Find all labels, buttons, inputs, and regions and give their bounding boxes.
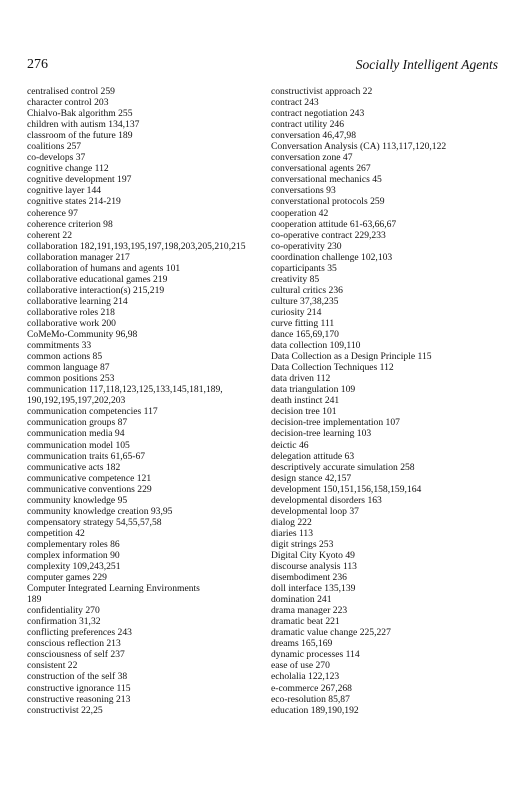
index-entry: collaboration 182,191,193,195,197,198,203,205,210,215 [27, 240, 246, 252]
index-entry: complex information 90 [27, 549, 120, 561]
index-entry: common language 87 [27, 362, 110, 374]
index-entry: Chialvo-Bak algorithm 255 [27, 108, 133, 120]
index-entry: delegation attitude 63 [271, 450, 355, 462]
index-entry: dramatic beat 221 [271, 616, 340, 628]
index-entry: conversational mechanics 45 [271, 174, 382, 186]
index-entry: curve fitting 111 [271, 317, 335, 329]
index-entry: construction of the self 38 [27, 671, 128, 683]
index-entry: cultural critics 236 [271, 284, 343, 296]
index-entry: community knowledge creation 93,95 [27, 505, 173, 517]
index-entry: communicative competence 121 [27, 472, 152, 484]
index-entry: drama manager 223 [271, 605, 348, 617]
index-entry: competition 42 [27, 527, 85, 539]
index-entry: common actions 85 [27, 351, 103, 363]
index-entry: constructivist 22,25 [27, 704, 103, 716]
running-title: Socially Intelligent Agents [355, 57, 498, 72]
index-entry: digit strings 253 [271, 538, 334, 550]
index-entry: cognitive change 112 [27, 163, 109, 175]
index-entry: coalitions 257 [27, 141, 82, 153]
index-entry: contract 243 [271, 97, 319, 109]
index-entry: Digital City Kyoto 49 [271, 549, 355, 561]
index-entry: collaborative educational games 219 [27, 273, 168, 285]
index-entry: coherence criterion 98 [27, 218, 113, 230]
index-entry: data triangulation 109 [271, 384, 356, 396]
index-entry: Data Collection as a Design Principle 115 [271, 351, 432, 363]
index-entry: collaborative interaction(s) 215,219 [27, 284, 165, 296]
index-entry: classroom of the future 189 [27, 130, 133, 142]
page-number: 276 [27, 57, 48, 72]
index-entry: death instinct 241 [271, 395, 340, 407]
index-entry: education 189,190,192 [271, 704, 359, 716]
index-entry: collaborative learning 214 [27, 295, 128, 307]
index-entry: data collection 109,110 [271, 340, 361, 352]
index-entry: communication media 94 [27, 428, 125, 440]
index-entry: data driven 112 [271, 373, 331, 385]
index-entry: communication model 105 [27, 439, 130, 451]
index-entry: collaboration of humans and agents 101 [27, 262, 181, 274]
index-entry: co-operative contract 229,233 [271, 229, 386, 241]
index-entry: Data Collection Techniques 112 [271, 362, 394, 374]
index-entry: conversation zone 47 [271, 152, 353, 164]
index-entry: conscious reflection 213 [27, 638, 121, 650]
index-entry: domination 241 [271, 594, 332, 606]
index-entry: community knowledge 95 [27, 494, 128, 506]
index-entry: communicative acts 182 [27, 461, 121, 473]
index-entry: cognitive layer 144 [27, 185, 102, 197]
index-entry: collaborative work 200 [27, 317, 116, 329]
index-entry: contract utility 246 [271, 119, 345, 131]
index-entry: collaboration manager 217 [27, 251, 130, 263]
index-entry: centralised control 259 [27, 86, 115, 97]
index-entry: constructive reasoning 213 [27, 693, 131, 705]
index-entry: cooperation 42 [271, 207, 329, 219]
index-entry: culture 37,38,235 [271, 295, 339, 307]
index-column-right [271, 86, 501, 716]
index-entry: curiosity 214 [271, 306, 322, 318]
index-entry: discourse analysis 113 [271, 561, 357, 573]
index-entry: confidentiality 270 [27, 605, 100, 617]
index-entry: coherent 22 [27, 229, 73, 241]
index-entry: diaries 113 [271, 527, 314, 539]
index-entry: converstational protocols 259 [271, 196, 385, 208]
index-entry: decision-tree learning 103 [271, 428, 372, 440]
index-entry: dialog 222 [271, 516, 312, 528]
index-entry: co-operativity 230 [271, 240, 342, 252]
index-entry: communicative conventions 229 [27, 483, 152, 495]
index-entry: decision-tree implementation 107 [271, 417, 400, 429]
index-entry: 190,192,195,197,202,203 [27, 395, 126, 407]
index-entry: contract negotiation 243 [271, 108, 365, 120]
index-entry: dynamic processes 114 [271, 649, 360, 661]
index-entry: e-commerce 267,268 [271, 682, 352, 694]
index-entry: developmental disorders 163 [271, 494, 382, 506]
index-entry: deictic 46 [271, 439, 309, 451]
index-entry: dreams 165,169 [271, 638, 333, 650]
index-entry: 189 [27, 594, 42, 606]
index-entry: dramatic value change 225,227 [271, 627, 391, 639]
index-entry: ease of use 270 [271, 660, 330, 672]
index-entry: doll interface 135,139 [271, 583, 356, 595]
index-entry: coparticipants 35 [271, 262, 337, 274]
index-entry: coordination challenge 102,103 [271, 251, 393, 263]
index-entry: constructivist approach 22 [271, 86, 373, 97]
index-entry: co-develops 37 [27, 152, 86, 164]
index-entry: complementary roles 86 [27, 538, 120, 550]
index-entry: compensatory strategy 54,55,57,58 [27, 516, 162, 528]
index-entry: decision tree 101 [271, 406, 337, 418]
index-entry: consistent 22 [27, 660, 78, 672]
index-entry: cognitive development 197 [27, 174, 132, 186]
index-entry: developmental loop 37 [271, 505, 359, 517]
index-entry: collaborative roles 218 [27, 306, 115, 318]
index-entry: conflicting preferences 243 [27, 627, 132, 639]
index-entry: dance 165,69,170 [271, 329, 339, 341]
index-entry: CoMeMo-Community 96,98 [27, 329, 138, 341]
index-entry: eco-resolution 85,87 [271, 693, 350, 705]
index-entry: complexity 109,243,251 [27, 561, 121, 573]
index-entry: computer games 229 [27, 572, 107, 584]
index-entry: children with autism 134,137 [27, 119, 140, 131]
index-entry: communication groups 87 [27, 417, 128, 429]
index-entry: consciousness of self 237 [27, 649, 125, 661]
index-entry: development 150,151,156,158,159,164 [271, 483, 422, 495]
index-entry: Computer Integrated Learning Environments [27, 583, 200, 595]
index-entry: conversational agents 267 [271, 163, 371, 175]
index-entry: descriptively accurate simulation 258 [271, 461, 415, 473]
index-column-left [27, 86, 267, 716]
index-entry: common positions 253 [27, 373, 115, 385]
index-entry: communication 117,118,123,125,133,145,181,189, [27, 384, 223, 396]
index-entry: confirmation 31,32 [27, 616, 101, 628]
index-entry: echolalia 122,123 [271, 671, 340, 683]
index-entry: communication competencies 117 [27, 406, 158, 418]
index-entry: character control 203 [27, 97, 109, 109]
index-entry: constructive ignorance 115 [27, 682, 131, 694]
index-entry: conversation 46,47,98 [271, 130, 356, 142]
index-entry: Conversation Analysis (CA) 113,117,120,122 [271, 141, 447, 153]
index-entry: disembodiment 236 [271, 572, 347, 584]
index-entry: cognitive states 214-219 [27, 196, 121, 208]
index-entry: creativity 85 [271, 273, 320, 285]
index-entry: coherence 97 [27, 207, 78, 219]
index-entry: communication traits 61,65-67 [27, 450, 146, 462]
index-entry: commitments 33 [27, 340, 92, 352]
index-entry: conversations 93 [271, 185, 336, 197]
index-entry: design stance 42,157 [271, 472, 352, 484]
index-entry: cooperation attitude 61-63,66,67 [271, 218, 397, 230]
page-header [27, 57, 498, 77]
